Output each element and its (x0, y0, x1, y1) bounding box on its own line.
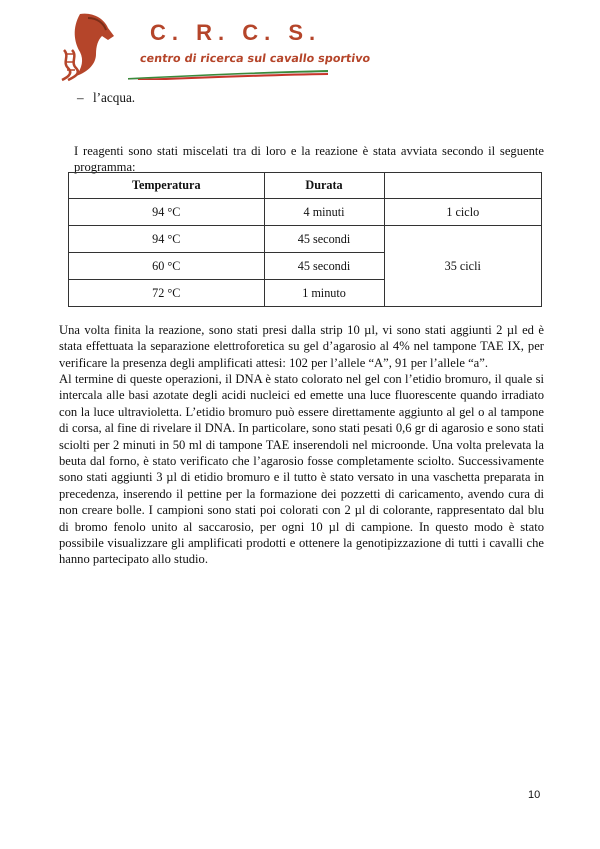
cell-durata: 1 minuto (264, 280, 384, 307)
intro-paragraph: I reagenti sono stati miscelati tra di loro e la reazione è stata avviata secondo il seguente programma: (74, 144, 544, 174)
cell-temp: 94 °C (69, 199, 265, 226)
header-cicli (384, 173, 541, 199)
cell-temp: 72 °C (69, 280, 265, 307)
cell-temp: 60 °C (69, 253, 265, 280)
cell-cicli: 35 cicli (384, 226, 541, 307)
paragraph-reazione: Una volta finita la reazione, sono stati presi dalla strip 10 µl, vi sono stati aggiunti 2 µl ed è stata effettuata la separazione elettroforetica su gel d’agarosio al 4% nel tampone TAE IX, per verificare la presenza degli amplificati attesi: 102 per l’allele “A”, 91 per l’allele “a”. (59, 323, 544, 370)
header-temperatura: Temperatura (69, 173, 265, 199)
crcs-logo (58, 10, 372, 86)
page-number: 10 (528, 789, 541, 801)
table-header-row (69, 173, 542, 199)
logo-tricolor-stripes (128, 70, 328, 80)
bullet-text: l’acqua. (93, 90, 136, 105)
horse-head-dna-icon (58, 10, 118, 82)
header-durata: Durata (264, 173, 384, 199)
cell-temp: 94 °C (69, 226, 265, 253)
paragraph-colorazione: Al termine di queste operazioni, il DNA è stato colorato nel gel con l’etidio bromuro, il quale si intercala alle basi azotate degli acidi nucleici ed emette una luce fluorescente quando irradiato con la luce ultravioletta. L’etidio bromuro può essere direttamente aggiunto al gel o al tampone di corsa, al fine di rivelare il DNA. In particolare, sono stati pesati 0,6 gr di agarosio e sono stati sciolti per 2 minuti in 50 ml di tampone TAE inserendoli nel microonde. Una volta prelevata la beuta dal forno, è stato verificato che l’agarosio fosse completamente sciolto. Successivamente sono stati aggiunti 3 µl di etidio bromuro e il tutto è stato versato in una vaschetta preparata in precedenza, inserendo il pettine per la formazione dei pozzetti di caricamento, avendo cura di non creare bolle. I campioni sono stati poi colorati con 2 µl di colorante, rappresentato dal blu di bromo fenolo unito al saccarosio, per ogni 10 µl di campione. In questo modo è stato possibile visualizzare gli amplificati prodotti e ottenere la genotipizzazione di tutti i cavalli che hanno partecipato allo studio. (59, 372, 544, 567)
cell-durata: 4 minuti (264, 199, 384, 226)
logo-subtitle: centro di ricerca sul cavallo sportivo (139, 52, 372, 65)
logo-title: C. R. C. S. (150, 20, 322, 45)
cell-durata: 45 secondi (264, 253, 384, 280)
table-row (69, 199, 542, 226)
cell-durata: 45 secondi (264, 226, 384, 253)
pcr-program-table (68, 172, 542, 307)
bullet-dash: – (77, 90, 84, 105)
table-row (69, 226, 542, 253)
bullet-item (77, 90, 135, 106)
cell-cicli: 1 ciclo (384, 199, 541, 226)
